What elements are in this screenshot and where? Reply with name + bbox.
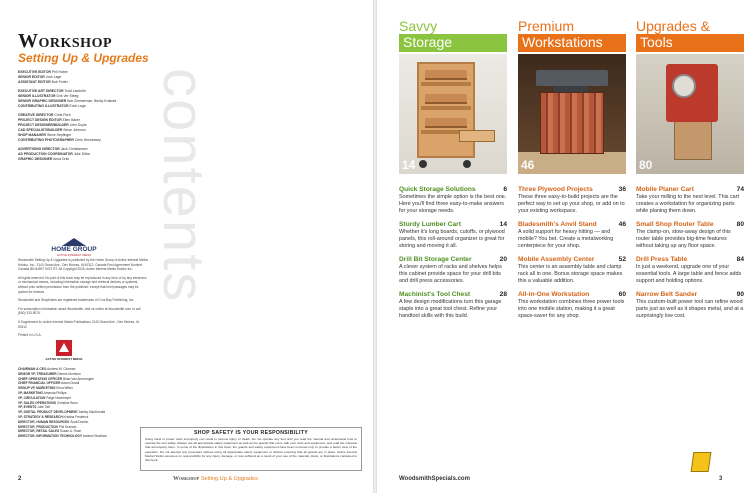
item-page: 36: [618, 186, 626, 193]
staff-person: Kristina Frederick: [63, 414, 89, 419]
section-title-bottom: Tools: [636, 34, 744, 52]
staff-person: Erica Witter: [56, 386, 73, 391]
left-page: [0, 0, 374, 493]
item-page: 60: [618, 291, 626, 298]
list-item[interactable]: [518, 256, 626, 285]
item-description: The clamp-on, stow-away design of this router table provides big-time features without taking up any floor space.: [636, 229, 731, 249]
staff-person: Andrew Shattuck: [82, 434, 107, 439]
photo-page-number: 14: [402, 158, 416, 172]
corporate-staff: [18, 367, 148, 439]
staff-role: DIRECTOR, HUMAN RESOURCES: [18, 419, 70, 424]
staff-role: VP, DIGITAL PRODUCT DEVELOPMENT: [18, 410, 78, 415]
staff-role: VP, STRATEGY & RESEARCH: [18, 414, 63, 419]
section-title-bottom: Workstations: [518, 34, 626, 52]
lumber-cart-illustration: [417, 62, 475, 158]
credit-role: CAD SPECIALIST/BUILDER: [18, 128, 63, 132]
staff-person: Amanda Phillips: [43, 390, 67, 395]
credit-person: Ellen Baker: [62, 118, 80, 122]
credit-role: ASSISTANT EDITOR: [18, 80, 51, 84]
belt-sander-photo: [636, 54, 744, 174]
item-page: 84: [736, 256, 744, 263]
list-item[interactable]: [518, 291, 626, 320]
item-list: [518, 186, 626, 320]
staff-person: Scott Dunkin: [70, 419, 89, 424]
credit-line: [18, 157, 148, 162]
sander-stand-illustration: [674, 120, 712, 160]
column-tools: [636, 0, 744, 326]
credit-person: Jack Christiansen: [60, 147, 88, 151]
credit-role: SENIOR EDITOR: [18, 75, 45, 79]
aim-name: ACTIVE INTEREST MEDIA: [45, 357, 83, 361]
item-page: 6: [503, 186, 507, 193]
credit-person: Erich Lage: [69, 104, 86, 108]
right-footer: [399, 476, 723, 482]
aim-mountain-icon: [56, 340, 72, 356]
footer-brand: Workshop: [173, 476, 200, 482]
safety-heading: SHOP SAFETY IS YOUR RESPONSIBILITY: [194, 430, 308, 436]
right-page-number: 3: [719, 476, 723, 482]
credit-role: SHOP MANAGER: [18, 133, 47, 137]
credit-person: Julie Dillon: [73, 152, 91, 156]
staff-role: DIRECTOR, PRODUCTION: [18, 424, 58, 429]
credit-role: SENIOR GRAPHIC DESIGNER: [18, 99, 67, 103]
staff-role: VP, CIRCULATION: [18, 395, 46, 400]
staff-role: DIRECTOR, RETAIL SALES: [18, 429, 60, 434]
list-item[interactable]: [399, 186, 507, 215]
item-title: Quick Storage Solutions: [399, 186, 476, 193]
staff-role: GROUP VP, MARKETING: [18, 386, 56, 391]
credit-person: Chris Fitch: [54, 113, 71, 117]
credit-role: CREATIVE DIRECTOR: [18, 113, 54, 117]
staff-role: CHIEF FINANCIAL OFFICER: [18, 381, 61, 386]
staff-person: Brian Van Amerongen: [62, 376, 94, 381]
editorial-credits: [18, 70, 148, 166]
legal-paragraph: A Supplement to: Active Interest Media Publications 2143 Grand Ave., Des Moines, IA 50312: [18, 319, 139, 329]
credit-person: Steve Johnson: [63, 128, 86, 132]
footer-website: WoodsmithSpecials.com: [399, 476, 470, 482]
sander-wheel-illustration: [672, 74, 696, 98]
staff-role: VP, EVENTS: [18, 405, 37, 410]
staff-role: VP, SALES OPERATIONS: [18, 400, 56, 405]
section-title-top: Savvy: [399, 18, 438, 34]
contents-word: contents: [151, 68, 216, 304]
home-group-name: HOME GROUP: [51, 246, 97, 253]
credit-role: SENIOR ILLUSTRATOR: [18, 94, 56, 98]
list-item[interactable]: [636, 256, 744, 285]
credit-role: EXECUTIVE EDITOR: [18, 70, 51, 74]
item-title: All-in-One Workstation: [518, 291, 590, 298]
legal-text: [18, 258, 148, 342]
item-page: 28: [499, 291, 507, 298]
credit-person: Todd Lambirth: [64, 89, 86, 93]
item-description: These three easy-to-build projects are the perfect way to set up your shop, or add on to your existing workspace.: [518, 194, 625, 214]
staff-person: Ashley MacDonald: [78, 410, 106, 415]
credit-person: Bob Porter: [51, 80, 68, 84]
item-title: Drill Press Table: [636, 256, 688, 263]
safety-notice: [140, 427, 362, 471]
credit-person: Steve Hepfinger: [46, 133, 72, 137]
credit-line: [18, 138, 148, 143]
section-title-top: Premium: [518, 18, 575, 34]
item-title: Drill Bit Storage Center: [399, 256, 472, 263]
item-list: [636, 186, 744, 320]
masthead-brand: Workshop: [18, 30, 113, 52]
item-description: This workstation combines three power tools into one mobile station, making it a great space-saver for any shop.: [518, 299, 625, 319]
staff-person: Christine Bonn: [56, 400, 78, 405]
item-list: [399, 186, 507, 320]
right-page: [377, 0, 750, 493]
list-item[interactable]: [518, 186, 626, 215]
credit-role: CONTRIBUTING ILLUSTRATOR: [18, 104, 69, 108]
staff-role: SENIOR VP, TREASURER: [18, 371, 57, 376]
staff-person: Dennis Morrison: [57, 371, 81, 376]
item-title: Bladesmith's Anvil Stand: [518, 221, 597, 228]
item-page: 74: [736, 186, 744, 193]
staff-person: Adam Duvall: [61, 381, 80, 386]
left-footer: [18, 476, 258, 482]
staff-person: Paige Nordmeyer: [46, 395, 72, 400]
anvil-stand-photo: [518, 54, 626, 174]
staff-person: Phil Graham: [58, 424, 77, 429]
safety-body: Using hand or power tools improperly can result in serious injury or death. Do not operate any tool until you read the manual and understand how to operate the tool safely. Always use all appropriate safety equipment as well as the guards that come with your tools and equipment, and read the manuals that accompany them. In some of the illustrations in this book, the guards and safety equipment have been removed only to provide a better view of the operation. Do not attempt any procedure without using all appropriate safety equipment or without ensuring that all guards are in place. Active Interest Media Holdco assumes no responsibility for any injury, damage, or loss suffered as a result of your use of the material, plans, or illustrations contained in this book.: [145, 437, 357, 463]
footer-title: Setting Up & Upgrades: [200, 476, 258, 482]
list-item[interactable]: [399, 256, 507, 285]
house-roof-icon: [62, 238, 86, 246]
item-title: Mobile Assembly Center: [518, 256, 595, 263]
staff-role: DIRECTOR, INFORMATION TECHNOLOGY: [18, 434, 82, 439]
credit-person: Anna Ortiz: [53, 157, 70, 161]
left-page-number: 2: [18, 476, 22, 482]
item-description: This center is an assembly table and clamp rack all in one. Bonus storage space makes this a valuable addition.: [518, 264, 623, 284]
item-title: Machinist's Tool Chest: [399, 291, 471, 298]
credit-role: PROJECT DESIGNER/BUILDER: [18, 123, 69, 127]
list-item[interactable]: [399, 221, 507, 250]
credit-role: AD PRODUCTION COORDINATOR: [18, 152, 73, 156]
home-group-logo: [44, 238, 104, 257]
credit-role: PROJECT DESIGN EDITOR: [18, 118, 62, 122]
legal-paragraph: All rights reserved. No part of this book may be reproduced in any form or by any electronic or mechanical means, including information storage and retrieval devices or systems, without prior written permission from the publisher, except that brief passages may be quoted for reviews.: [18, 275, 147, 294]
item-page: 90: [736, 291, 744, 298]
item-description: Sometimes the simple option is the best one. Here you'll find three easy-to-make answers for your storage needs.: [399, 194, 507, 214]
watermark-logo: [692, 450, 744, 474]
home-group-tag: ACTIVE INTEREST MEDIA: [56, 253, 92, 257]
masthead: [18, 30, 149, 65]
credit-person: Josh Lage: [45, 75, 62, 79]
photo-page-number: 46: [521, 158, 535, 172]
section-title-bottom: Storage: [399, 34, 507, 52]
staff-person: Julie Tatt: [37, 405, 50, 410]
credit-role: ADVERTISING DIRECTOR: [18, 147, 60, 151]
item-description: A clever system of racks and shelves helps this cabinet provide space for your drill bits and drill press accessories.: [399, 264, 502, 284]
list-item[interactable]: [636, 221, 744, 250]
staff-role: VP, MARKETING: [18, 390, 43, 395]
drawer-illustration: [459, 130, 495, 142]
column-storage: [399, 0, 507, 326]
item-page: 52: [618, 256, 626, 263]
credit-role: CONTRIBUTING PHOTOGRAPHER: [18, 138, 74, 142]
legal-paragraph: Printed in U.S.A.: [18, 333, 42, 338]
aim-logo: [44, 340, 84, 361]
item-description: A solid support for heavy hitting — and mobile? You bet. Create a metalworking centerpiece for your shop.: [518, 229, 614, 249]
staff-line: [18, 434, 148, 439]
item-description: A few design modifications turn this garage staple into a great tool chest. Refine your handtool skills with this build.: [399, 299, 502, 319]
photo-page-number: 80: [639, 158, 653, 172]
contents-watermark: [146, 60, 216, 440]
legal-paragraph: Woodsmith and ShopNotes are registered trademarks of Cruz Bay Publishing, Inc.: [18, 298, 135, 303]
column-workstations: [518, 0, 626, 326]
storage-cart-photo: [399, 54, 507, 174]
anvil-illustration: [536, 70, 608, 86]
list-item[interactable]: [399, 291, 507, 320]
credit-person: John Doyle: [69, 123, 87, 127]
masthead-subtitle: Setting Up & Upgrades: [18, 51, 149, 65]
item-page: 80: [736, 221, 744, 228]
item-title: Mobile Planer Cart: [636, 186, 694, 193]
item-description: Whether it's long boards, cutoffs, or plywood panels, this roll-around organizer is great for storing and moving it all.: [399, 229, 505, 249]
anvil-base-illustration: [540, 92, 604, 154]
credit-person: Chris Hennessey: [74, 138, 101, 142]
item-title: Three Plywood Projects: [518, 186, 593, 193]
credit-line: [18, 80, 148, 85]
staff-person: Andrew W. Clurman: [47, 367, 76, 371]
credit-person: Phil Huber: [51, 70, 68, 74]
item-page: 46: [618, 221, 626, 228]
credit-line: [18, 104, 148, 109]
legal-paragraph: Woodsmith Setting Up & Upgrades is published by the Home Group of Active Interest Media Holdco, Inc., 2143 Grand Ave., Des Moines, IA 50312. Canada Post Agreement Number. Canada BN 84597 5473 RT. All Copyright 2025, Active Interest Media Holdco Inc.: [18, 258, 148, 272]
item-page: 20: [499, 256, 507, 263]
credit-role: EXECUTIVE ART DIRECTOR: [18, 89, 64, 93]
legal-paragraph: For subscription information about Woodsmith, visit us online at Woodsmith.com or call (800) 333-5075.: [18, 306, 141, 316]
list-item[interactable]: [636, 291, 744, 320]
item-description: This custom-built power tool can refine wood parts just as well as it shapes metal, and at a surprisingly low cost.: [636, 299, 744, 319]
staff-role: CHAIRMAN & CEO: [18, 367, 47, 371]
list-item[interactable]: [636, 186, 744, 215]
credit-person: Bob Zimmerman, Becky Kralicek: [67, 99, 117, 103]
watermark-emblem-icon: [691, 452, 712, 472]
staff-person: Susan A. Rose: [59, 429, 82, 434]
credit-role: GRAPHIC DESIGNER: [18, 157, 53, 161]
item-description: Take your milling to the next level. This cart creates a workstation for organizing parts while planing them down.: [636, 194, 739, 214]
item-page: 14: [499, 221, 507, 228]
section-title-top: Upgrades &: [636, 18, 710, 34]
list-item[interactable]: [518, 221, 626, 250]
staff-role: CHIEF OPERATING OFFICER: [18, 376, 63, 381]
item-title: Narrow Belt Sander: [636, 291, 698, 298]
item-title: Sturdy Lumber Cart: [399, 221, 461, 228]
credit-person: Dirk Ver Steeg: [56, 94, 79, 98]
item-description: In just a weekend, upgrade one of your essential tools. A large table and fence adds support and holding options.: [636, 264, 742, 284]
item-title: Small Shop Router Table: [636, 221, 714, 228]
